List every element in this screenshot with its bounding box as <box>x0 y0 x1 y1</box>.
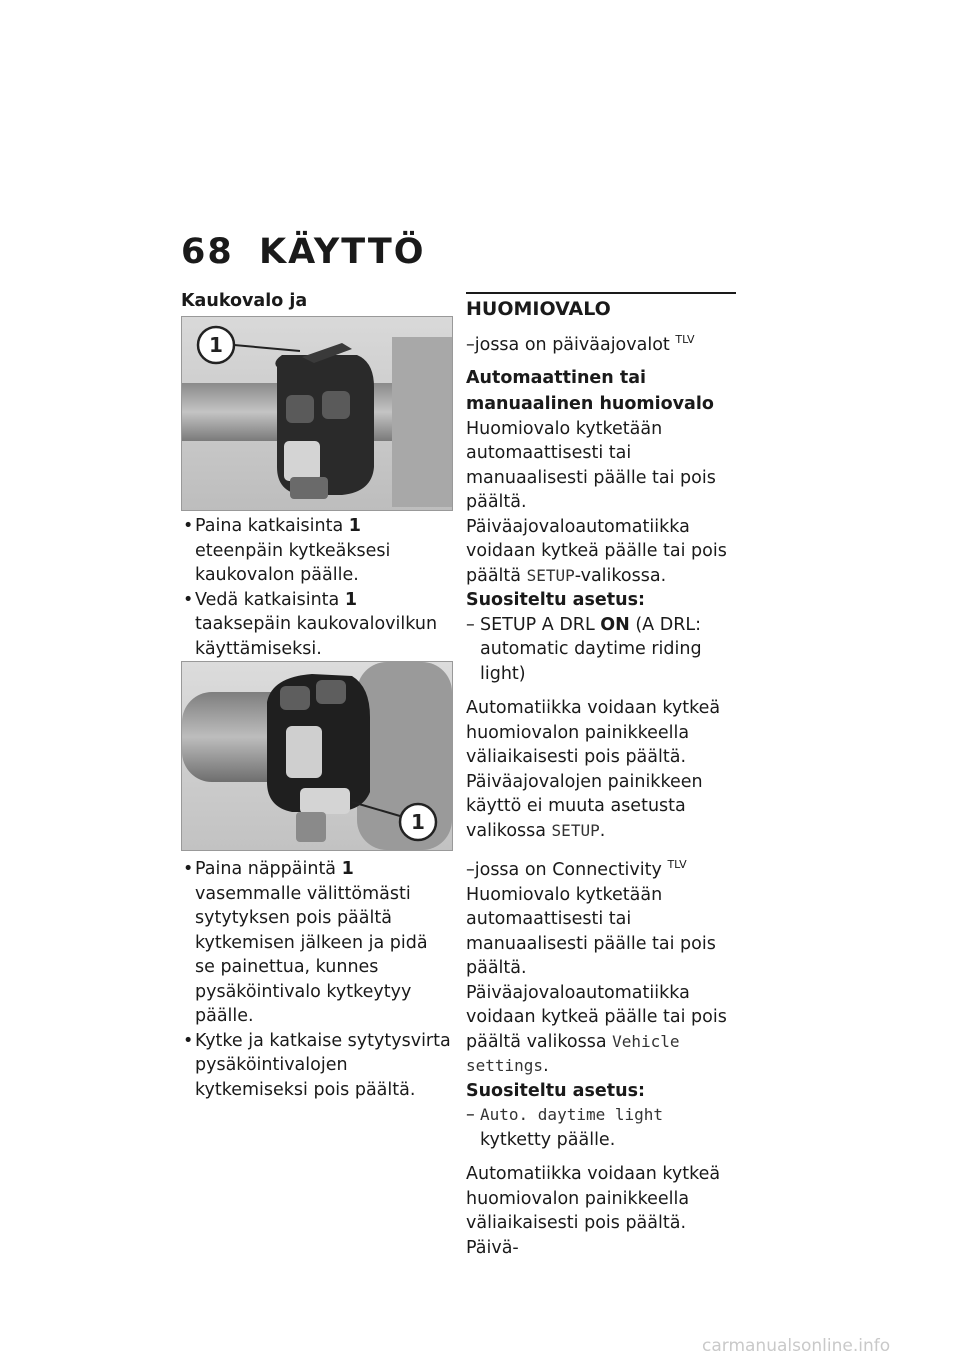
text: Paina näppäintä <box>195 859 342 879</box>
section-title-daytime-light: HUOMIOVALO <box>466 298 611 320</box>
bullet-parking-light-off: • Kytke ja katkaise sytytysvirta pysäköintivalojen kytkemiseksi pois päältä. <box>185 1029 451 1103</box>
tlv-label: TLV <box>667 858 687 872</box>
paragraph-2 <box>466 515 738 589</box>
text: eteenpäin kytkeäksesi kaukovalon päälle. <box>195 540 391 585</box>
figure1-callout: 1 <box>209 333 223 357</box>
menu-name: Vehicle settings <box>466 1031 680 1076</box>
paragraph-5 <box>466 981 738 1079</box>
paragraph-3 <box>466 696 738 843</box>
watermark: carmanualsonline.info <box>702 1336 891 1356</box>
figure2-callout: 1 <box>411 810 425 834</box>
text: kytketty päälle. <box>480 1129 616 1150</box>
bullet-parking-light-on <box>185 857 451 1029</box>
setting-value: ON <box>600 614 630 635</box>
figure-parking-light-button <box>181 661 453 851</box>
text: taaksepäin kaukovalovilkun käyttämiseksi. <box>195 614 438 659</box>
right-column <box>466 297 738 1260</box>
heading-high-beam: Kaukovalo ja <box>181 291 308 311</box>
text: . <box>543 1056 549 1077</box>
menu-name: SETUP <box>551 820 600 840</box>
paragraph-1: Huomiovalo kytketään automaattisesti tai manuaalisesti päälle tai pois päältä. <box>466 418 716 513</box>
text: Automatiikka voidaan kytkeä huomiovalon painikkeella väliaikaisesti pois päältä. Päiväajovalojen painikkeen käyttö ei muuta asetusta valikossa <box>466 698 721 841</box>
left-column-body-2 <box>185 857 451 1102</box>
setting-drl <box>466 613 738 687</box>
paragraph-6: Automatiikka voidaan kytkeä huomiovalon painikkeella väliaikaisesti pois päältä. Päivä- <box>466 1164 721 1258</box>
subheading-auto-manual: Automaattinen tai manuaalinen huomiovalo <box>466 367 714 414</box>
section-title: KÄYTTÖ <box>259 232 426 272</box>
callout-ref: 1 <box>341 859 354 879</box>
bullet-headlight-flasher <box>185 588 451 662</box>
text: Päiväajovaloautomatiikka voidaan kytkeä päälle tai pois päältä <box>466 516 727 586</box>
bullet-high-beam-on <box>185 514 451 588</box>
figure-high-beam-switch <box>181 316 453 511</box>
text: Päiväajovaloautomatiikka voidaan kytkeä päälle tai pois päältä valikossa <box>466 982 727 1052</box>
tlv-label: TLV <box>675 332 695 346</box>
page-number: 68 <box>181 232 234 272</box>
menu-name: SETUP <box>526 565 575 585</box>
handlebar-switch-illustration <box>182 317 452 510</box>
text: . <box>599 820 606 841</box>
callout-ref: 1 <box>348 516 361 536</box>
handlebar-button-illustration <box>182 662 452 850</box>
paragraph-4: Huomiovalo kytketään automaattisesti tai manuaalisesti päälle tai pois päältä. <box>466 884 716 979</box>
text: (A DRL: automatic daytime riding light) <box>480 614 702 684</box>
text: Vedä katkaisinta <box>195 589 345 610</box>
callout-ref: 1 <box>344 589 358 610</box>
menu-name: Auto. daytime light <box>480 1105 664 1125</box>
text: -valikossa. <box>574 565 667 586</box>
setting-auto-daytime-light <box>466 1103 738 1152</box>
text: –jossa on päiväajovalot <box>466 334 670 355</box>
page-header <box>181 232 426 272</box>
text: Paina katkaisinta <box>195 516 349 536</box>
recommended-setting-2: Suositeltu asetus: <box>466 1080 645 1101</box>
recommended-setting-1: Suositeltu asetus: <box>466 590 645 611</box>
text: SETUP A DRL <box>480 614 601 635</box>
section-rule <box>466 292 736 294</box>
text: –jossa on Connectivity <box>466 860 662 881</box>
text: vasemmalle välittömästi sytytyksen pois päältä kytkemisen jälkeen ja pidä se painettua, kunnes pysäköintivalo kytkeytyy päälle. <box>195 883 428 1026</box>
equipment-note-1 <box>466 328 738 357</box>
equipment-note-2 <box>466 853 738 882</box>
